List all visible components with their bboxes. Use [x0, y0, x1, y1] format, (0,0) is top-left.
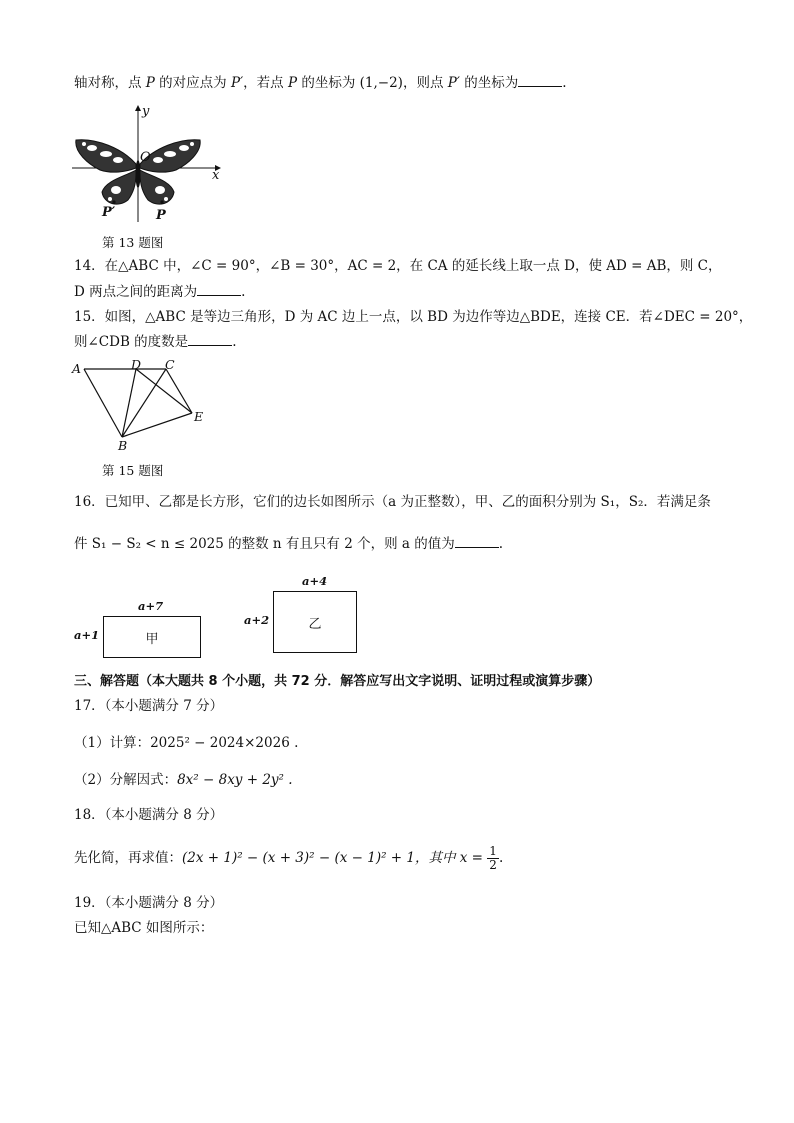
- q13-text-d: 的坐标为: [297, 75, 360, 91]
- q17-part1-label: （1）计算：: [74, 735, 151, 751]
- q15-end: .: [232, 334, 237, 350]
- q15-fig-label-a: A: [72, 361, 82, 376]
- q13-end: .: [562, 75, 567, 91]
- q13-fig-label-y: y: [142, 104, 150, 119]
- section3-heading: 三、解答题（本大题共 8 个小题，共 72 分．解答应写出文字说明、证明过程或演算步骤）: [74, 674, 601, 689]
- q18-fraction-numerator: 1: [489, 844, 497, 858]
- q14-line2-text: D 两点之间的距离为: [74, 284, 198, 300]
- q13-coordinate: (1,−2): [359, 75, 403, 91]
- rect-yi-label: 乙: [308, 616, 322, 632]
- q16-line1: 16．已知甲、乙都是长方形，它们的边长如图所示（a 为正整数），甲、乙的面积分别为 S₁，S₂．若满足条: [74, 494, 711, 510]
- q13-point-p2: P: [287, 75, 298, 91]
- q19-head: 19．（本小题满分 8 分）: [74, 895, 224, 911]
- rect-jia-top-dim: a+7: [138, 599, 164, 613]
- q13-fig-label-o: O: [140, 150, 151, 165]
- q16-line2-text: 件 S₁ − S₂ < n ≤ 2025 的整数 n 有且只有 2 个，则 a 的值为: [74, 536, 455, 552]
- q17-part1: [74, 733, 298, 753]
- q14-answer-blank: [197, 281, 241, 296]
- rect-yi: [273, 591, 357, 653]
- q18-expr: (2x + 1)² − (x + 3)² − (x − 1)² + 1，其中 x =: [182, 850, 488, 866]
- q19-text: 已知△ABC 如图所示：: [74, 920, 214, 936]
- q18-fraction-denominator: 2: [489, 858, 497, 872]
- q17-part2-expr: 8x² − 8xy + 2y² .: [177, 772, 293, 788]
- q13-fig-label-p: P: [156, 208, 166, 223]
- q15-line2: [74, 331, 236, 352]
- q13-point-pprime2: P′: [447, 75, 460, 91]
- q17-part2: [74, 770, 293, 790]
- q17-part1-expr: 2025² − 2024×2026 .: [150, 735, 299, 751]
- q13-answer-blank: [518, 72, 562, 87]
- q15-line2-text: 则∠CDB 的度数是: [74, 334, 189, 350]
- q13-point-p: P: [145, 75, 155, 91]
- q15-caption: 第 15 题图: [102, 463, 164, 478]
- q16-answer-blank: [455, 533, 499, 548]
- rect-yi-top-dim: a+4: [302, 574, 328, 588]
- q18-head: 18．（本小题满分 8 分）: [74, 807, 224, 823]
- rect-jia-side-dim: a+1: [74, 628, 100, 642]
- q15-fig-label-b: B: [118, 438, 128, 453]
- q18-end: .: [498, 850, 504, 866]
- q13-text-f: 的坐标为: [459, 75, 519, 91]
- q14-end: .: [241, 284, 246, 300]
- q15-fig-label-d: D: [131, 357, 142, 372]
- rect-yi-side-dim: a+2: [244, 613, 270, 627]
- q14-line1: 14．在△ABC 中，∠C = 90°，∠B = 30°，AC = 2，在 CA 的延长线上取一点 D，使 AD = AB，则 C，: [74, 258, 722, 274]
- q17-head: 17．（本小题满分 7 分）: [74, 698, 224, 714]
- q16-end: .: [498, 536, 504, 552]
- q15-answer-blank: [188, 331, 232, 346]
- q15-line1: 15．如图，△ABC 是等边三角形，D 为 AC 边上一点，以 BD 为边作等边△BDE，连接 CE．若∠DEC = 20°，: [74, 309, 753, 325]
- q13-caption: 第 13 题图: [102, 235, 164, 250]
- q14-line2: [74, 281, 245, 302]
- q18-body: [74, 844, 503, 872]
- q15-fig-label-e: E: [194, 409, 204, 424]
- q13-fig-label-x: x: [212, 168, 220, 183]
- q13-text-c: ，若点: [243, 75, 288, 91]
- q16-line2: [74, 533, 503, 554]
- q13-text: [74, 72, 567, 93]
- q17-part2-label: （2）分解因式：: [74, 772, 178, 788]
- q13-fig-label-pprime: P′: [102, 205, 116, 220]
- rect-jia-label: 甲: [145, 631, 159, 647]
- q18-fraction: [487, 845, 499, 872]
- q13-text-b: 的对应点为: [154, 75, 231, 91]
- q13-point-pprime: P′: [230, 75, 244, 91]
- rect-jia: [103, 616, 201, 658]
- q13-text-e: ，则点: [402, 75, 448, 91]
- q15-fig-label-c: C: [165, 357, 175, 372]
- q18-label: 先化简，再求值：: [74, 850, 182, 866]
- q13-text-a: 轴对称，点: [74, 75, 146, 91]
